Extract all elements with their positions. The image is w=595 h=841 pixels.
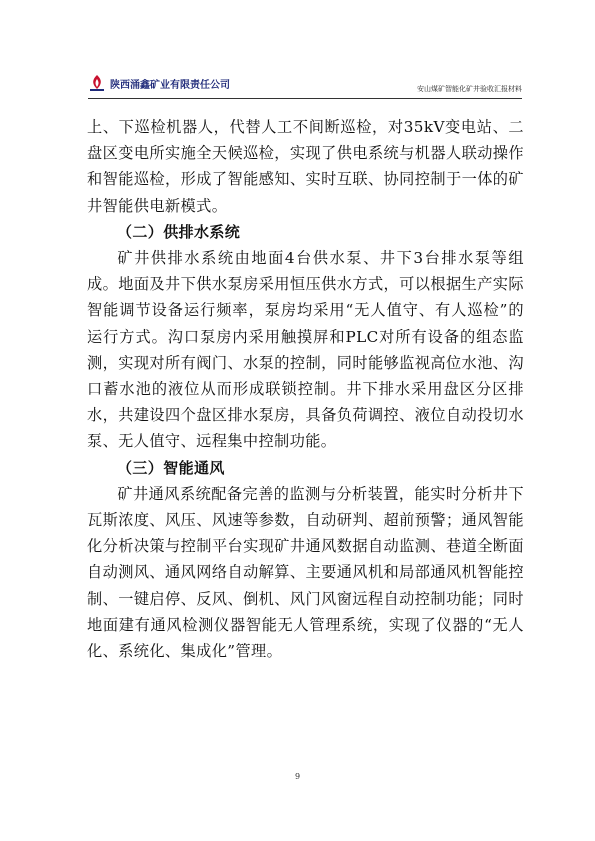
document-title: 安山煤矿智能化矿井验收汇报材料 xyxy=(417,85,522,93)
section-heading: （三）智能通风 xyxy=(117,458,225,477)
page-number: 9 xyxy=(294,772,301,781)
company-logo-icon xyxy=(88,74,106,92)
company-name: 陕西涌鑫矿业有限责任公司 xyxy=(110,80,230,91)
paragraph: 矿井通风系统配备完善的监测与分析装置，能实时分析井下瓦斯浓度、风压、风速等参数，自动研判、超前预警；通风智能化分析决策与控制平台实现矿井通风数据自动监测、巷道全断面自动测风、通风网络自动解算、主要通风机和局部通风机智能控制、一键启停、反风、倒机、风门风窗远程自动控制功能；同时地面建有通风检测仪器智能无人管理系统，实现了仪器的“无人化、系统化、集成化”管理。 xyxy=(87,484,524,661)
paragraph: 矿井供排水系统由地面4台供水泵、井下3台排水泵等组成。地面及井下供水泵房采用恒压供水方式，可以根据生产实际智能调节设备运行频率，泵房均采用“无人值守、有人巡检”的运行方式。沟口泵房内采用触摸屏和PLC对所有设备的组态监测，实现对所有阀门、水泵的控制，同时能够监视高位水池、沟口蓄水池的液位从而形成联锁控制。井下排水采用盘区分区排水，共建设四个盘区排水泵房，具备负荷调控、液位自动投切水泵、无人值守、远程集中控制功能。 xyxy=(87,249,524,451)
paragraph: 上、下巡检机器人，代替人工不间断巡检，对35kV变电站、二盘区变电所实施全天候巡检，实现了供电系统与机器人联动操作和智能巡检，形成了智能感知、实时互联、协同控制于一体的矿井智能供电新模式。 xyxy=(87,118,524,215)
page-header xyxy=(88,76,522,99)
company-logo xyxy=(88,74,230,94)
body-text xyxy=(87,114,524,664)
section-heading: （二）供排水系统 xyxy=(117,222,241,241)
